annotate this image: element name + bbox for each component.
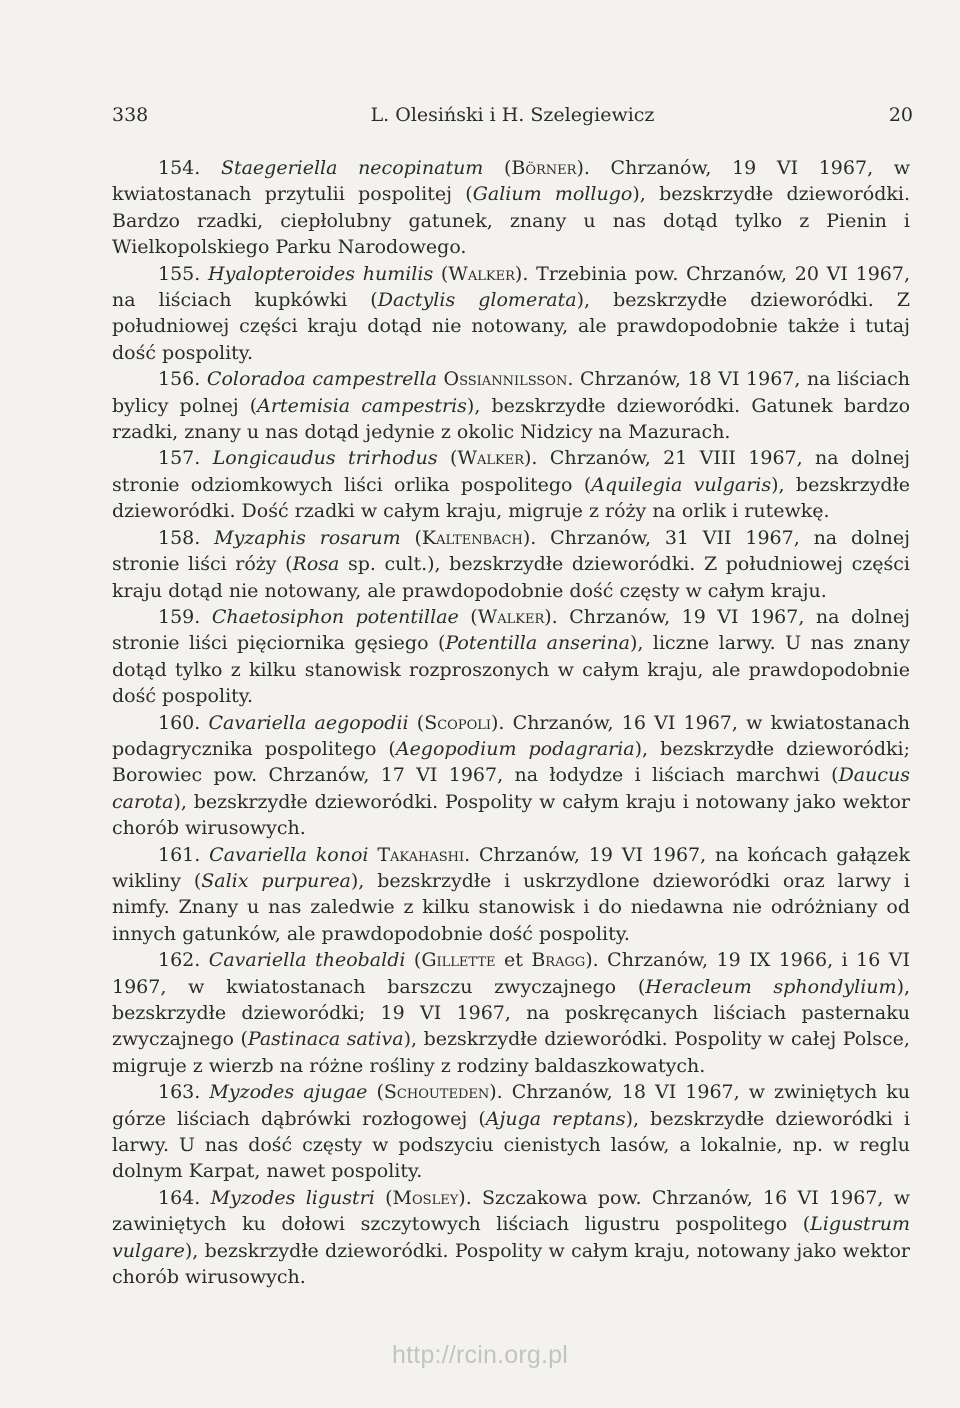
host-plant: Ligustrum vulgare	[112, 1213, 910, 1262]
entry-text: ), bezskrzydłe dzieworódki. Pospolity w całej Polsce, migruje z wierzb na różne rośliny z rodziny baldaszkowatych.	[112, 1028, 910, 1077]
entry-text: ), bezskrzydłe dzieworódki i larwy. U nas dość częsty w podszyciu cienistych lasów, a lokalnie, np. w reglu dolnym Karpat, nawet pospolity.	[112, 1107, 910, 1183]
species-author: Ossiannilsson	[443, 368, 568, 391]
entry-text: ), bezskrzydłe dzieworódki; 19 VI 1967, na poskręcanych liściach pasternaku zwyczajnego (	[112, 975, 911, 1051]
running-title: L. Olesiński i H. Szelegiewicz	[370, 104, 655, 126]
entry-text: ). Szczakowa pow. Chrzanów, 16 VI 1967, w zawiniętych ku dołowi szczytowych liściach ligustru pospolitego (	[112, 1186, 911, 1236]
entry-text: ), bezskrzydłe dzieworódki. Bardzo rzadki, ciepłolubny gatunek, znany u nas dotąd tylko z Pienin i Wielkopolskiego Parku Narodowego.	[112, 183, 910, 259]
species-author: Börner	[511, 157, 577, 179]
host-plant: Salix purpurea	[201, 869, 351, 892]
entry-number: 157.	[158, 447, 201, 470]
species-entry: 154. Staegeriella necopinatum (Börner). Chrzanów, 19 VI 1967, w kwiatostanach przytulii pospolitej (Galium mollugo), bezskrzydłe dzieworódki. Bardzo rzadki, ciepłolubny gatunek, znany u nas dotąd tylko z Pienin i Wielkopolskiego Parku Narodowego.	[112, 157, 911, 259]
entry-number: 163.	[158, 1081, 201, 1104]
species-author: Takahashi	[377, 843, 465, 866]
entry-text: ), liczne larwy. U nas znany dotąd tylko z kilku stanowisk rozproszonych w całym kraju, ale prawdopodobnie dość pospolity.	[112, 632, 910, 708]
entry-number: 162.	[158, 949, 201, 972]
host-plant: Dactylis glomerata	[377, 289, 577, 312]
species-author: Schouteden	[383, 1081, 490, 1104]
species-entry: 162. Cavariella theobaldi (Gillette et Bragg). Chrzanów, 19 IX 1966, i 16 VI 1967, w kwiatostanach barszczu zwyczajnego (Heracleum sphondylium), bezskrzydłe dzieworódki; 19 VI 1967, na poskręcanych liściach pasternaku zwyczajnego (Pastinaca sativa), bezskrzydłe dzieworódki. Pospolity w całej Polsce, migruje z wierzb na różne rośliny z rodziny baldaszkowatych.	[112, 949, 911, 1077]
species-name: Cavariella konoi	[209, 843, 369, 866]
entry-number: 158.	[158, 526, 201, 549]
entry-text: ). Trzebinia pow. Chrzanów, 20 VI 1967, na liściach kupkówki (	[112, 262, 910, 312]
species-name: Coloradoa campestrella	[206, 368, 437, 391]
entry-text: ). Chrzanów, 19 VI 1967, w kwiatostanach przytulii pospolitej (	[112, 157, 911, 206]
species-author: Walker	[448, 262, 515, 285]
species-name: Myzodes ajugae	[209, 1081, 368, 1104]
host-plant: Ajuga reptans	[485, 1107, 626, 1130]
page-number: 338	[112, 104, 149, 126]
entry-number: 156.	[158, 368, 201, 391]
species-author: Kaltenbach	[421, 526, 523, 549]
host-plant: Galium mollugo	[472, 183, 633, 206]
species-author: Gillette	[421, 949, 496, 972]
entry-text: ). Chrzanów, 16 VI 1967, w kwiatostanach podagrycznika pospolitego (	[112, 711, 910, 760]
species-entry: 155. Hyalopteroides humilis (Walker). Trzebinia pow. Chrzanów, 20 VI 1967, na liściach kupkówki (Dactylis glomerata), bezskrzydłe dzieworódki. Z południowej części kraju dotąd nie notowany, ale prawdopodobnie także i tutaj dość pospolity.	[112, 262, 911, 364]
entry-number: 155.	[158, 262, 201, 285]
species-name: Longicaudus trirhodus	[212, 447, 438, 470]
host-plant: Aegopodium podagraria	[395, 737, 635, 760]
entry-number: 159.	[158, 605, 201, 628]
entry-number: 161.	[158, 843, 201, 866]
entry-text: sp. cult.), bezskrzydłe dzieworódki. Z południowej części kraju dotąd nie notowany, ale prawdopodobnie dość częsty w całym kraju.	[112, 553, 910, 602]
species-name: Cavariella aegopodii	[208, 711, 409, 734]
entry-text: ), bezskrzydłe dzieworódki. Pospolity w całym kraju i notowany jako wektor chorób wirusowych.	[112, 790, 910, 840]
entry-number: 164.	[158, 1186, 201, 1209]
species-author: Walker	[457, 447, 524, 470]
host-plant: Artemisia campestris	[257, 394, 467, 417]
species-entry: 160. Cavariella aegopodii (Scopoli). Chrzanów, 16 VI 1967, w kwiatostanach podagrycznika pospolitego (Aegopodium podagraria), bezskrzydłe dzieworódki; Borowiec pow. Chrzanów, 17 VI 1967, na łodydze i liściach marchwi (Daucus carota), bezskrzydłe dzieworódki. Pospolity w całym kraju i notowany jako wektor chorób wirusowych.	[112, 711, 910, 840]
entry-text: ), bezskrzydłe i uskrzydlone dzieworódki oraz larwy i nimfy. Znany u nas zaledwie z kilku stanowisk i do niedawna nie odróżniany od innych gatunków, ale prawdopodobnie dość pospolity.	[112, 869, 910, 945]
species-entry: 158. Myzaphis rosarum (Kaltenbach). Chrzanów, 31 VII 1967, na dolnej stronie liści róży (Rosa sp. cult.), bezskrzydłe dzieworódki. Z południowej części kraju dotąd nie notowany, ale prawdopodobnie dość częsty w całym kraju.	[112, 526, 911, 602]
host-plant: Rosa	[292, 553, 340, 576]
entry-number: 154.	[158, 157, 201, 179]
species-entry: 159. Chaetosiphon potentillae (Walker). Chrzanów, 19 VI 1967, na dolnej stronie liści pięciornika gęsiego (Potentilla anserina), liczne larwy. U nas znany dotąd tylko z kilku stanowisk rozproszonych w całym kraju, ale prawdopodobnie dość pospolity.	[112, 605, 910, 708]
species-author: Mosley	[392, 1186, 459, 1209]
entry-text: ), bezskrzydłe dzieworódki; Borowiec pow. Chrzanów, 17 VI 1967, na łodydze i liściach marchwi (	[112, 737, 910, 787]
entry-text: ). Chrzanów, 31 VII 1967, na dolnej stronie liści róży (	[112, 526, 911, 576]
entry-text: ). Chrzanów, 21 VIII 1967, na dolnej stronie odziomkowych liści orlika pospolitego (	[112, 447, 911, 496]
species-list	[112, 155, 910, 1290]
volume-number: 20	[888, 104, 913, 126]
species-name: Staegeriella necopinatum	[220, 157, 484, 179]
species-name: Myzodes ligustri	[210, 1186, 375, 1209]
species-entry: 164. Myzodes ligustri (Mosley). Szczakowa pow. Chrzanów, 16 VI 1967, w zawiniętych ku dołowi szczytowych liściach ligustru pospolitego (Ligustrum vulgare), bezskrzydłe dzieworódki. Pospolity w całym kraju, notowany jako wektor chorób wirusowych.	[112, 1186, 911, 1289]
entry-text: . Chrzanów, 19 VI 1967, na końcach gałązek wikliny (	[112, 843, 911, 892]
entry-text: ), bezskrzydłe dzieworódki. Pospolity w całym kraju, notowany jako wektor chorób wirusowych.	[112, 1239, 910, 1289]
species-name: Myzaphis rosarum	[214, 526, 401, 549]
watermark: http://rcin.org.pl	[392, 1341, 568, 1369]
host-plant: Pastinaca sativa	[247, 1028, 404, 1051]
entry-text: ), bezskrzydłe dzieworódki. Gatunek bardzo rzadki, znany u nas dotąd jedynie z okolic Nidzicy na Mazurach.	[112, 394, 911, 444]
host-plant: Aquilegia vulgaris	[591, 473, 772, 496]
host-plant: Potentilla anserina	[445, 632, 630, 655]
entry-text: ). Chrzanów, 18 VI 1967, w zwiniętych ku górze liściach dąbrówki rozłogowej (	[112, 1081, 910, 1130]
entry-text: . Chrzanów, 18 VI 1967, na liściach bylicy polnej (	[112, 368, 910, 417]
host-plant: Heracleum sphondylium	[645, 975, 897, 998]
entry-text: ), bezskrzydłe dzieworódki. Z południowej części kraju dotąd nie notowany, ale prawdopodobnie także i tutaj dość pospolity.	[112, 289, 911, 364]
species-name: Chaetosiphon potentillae	[211, 605, 459, 628]
author-joiner: et	[495, 949, 532, 972]
species-name: Hyalopteroides humilis	[208, 262, 434, 285]
species-author: Bragg	[531, 949, 586, 972]
species-entry	[112, 366, 910, 445]
entry-text: ). Chrzanów, 19 VI 1967, na dolnej stronie liści pięciornika gęsiego (	[112, 605, 910, 655]
entry-number: 160.	[158, 711, 201, 734]
species-author: Scopoli	[424, 711, 492, 734]
page-header	[112, 104, 913, 134]
host-plant: Daucus carota	[112, 764, 910, 813]
species-entry	[112, 842, 910, 948]
species-entry: 157. Longicaudus trirhodus (Walker). Chrzanów, 21 VIII 1967, na dolnej stronie odziomkowych liści orlika pospolitego (Aquilegia vulgaris), bezskrzydłe dzieworódki. Dość rzadki w całym kraju, migruje z róży na orlik i rutewkę.	[112, 447, 911, 523]
species-name: Cavariella theobaldi	[208, 949, 406, 972]
entry-text: ). Chrzanów, 19 IX 1966, i 16 VI 1967, w kwiatostanach barszczu zwyczajnego (	[112, 949, 911, 998]
species-author: Walker	[477, 605, 545, 628]
species-entry: 163. Myzodes ajugae (Schouteden). Chrzanów, 18 VI 1967, w zwiniętych ku górze liściach dąbrówki rozłogowej (Ajuga reptans), bezskrzydłe dzieworódki i larwy. U nas dość częsty w podszyciu cienistych lasów, a lokalnie, np. w reglu dolnym Karpat, nawet pospolity.	[112, 1081, 910, 1183]
entry-text: ), bezskrzydłe dzieworódki. Dość rzadki w całym kraju, migruje z róży na orlik i rutewkę.	[112, 473, 910, 523]
